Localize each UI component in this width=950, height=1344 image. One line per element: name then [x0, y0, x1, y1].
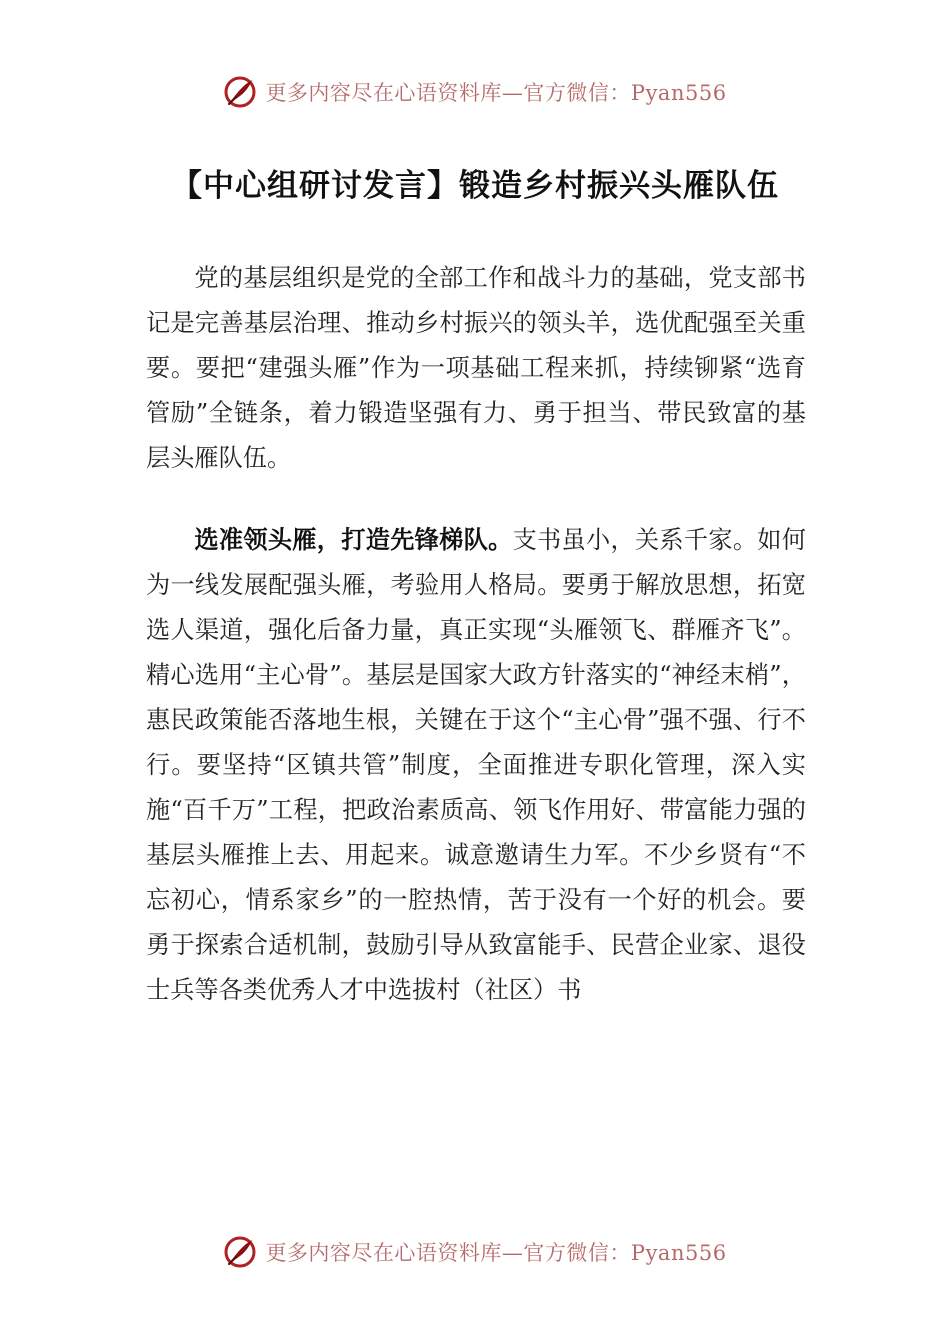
header-banner-text: 更多内容尽在心语资料库—官方微信：Pyan556 — [265, 81, 727, 105]
paragraph — [146, 256, 806, 481]
quill-logo-icon — [223, 75, 257, 109]
header-banner — [0, 72, 950, 112]
paragraph — [146, 518, 806, 1013]
paragraph-body: 支书虽小，关系千家。如何为一线发展配强头雁，考验用人格局。要勇于解放思想，拓宽选人渠道，强化后备力量，真正实现“头雁领飞、群雁齐飞”。精心选用“主心骨”。基层是国家大政方针落实的“神经末梢”，惠民政策能否落地生根，关键在于这个“主心骨”强不强、行不行。要坚持“区镇共管”制度，全面推进专职化管理，深入实施“百千万”工程，把政治素质高、领飞作用好、带富能力强的基层头雁推上去、用起来。诚意邀请生力军。不少乡贤有“不忘初心，情系家乡”的一腔热情，苦于没有一个好的机会。要勇于探索合适机制，鼓励引导从致富能手、民营企业家、退役士兵等各类优秀人才中选拔村（社区）书 — [146, 526, 806, 1004]
header-banner-content — [223, 75, 726, 109]
footer-banner — [0, 1232, 950, 1272]
quill-logo-icon — [223, 1235, 257, 1269]
footer-banner-content — [223, 1235, 726, 1269]
paragraph-lead: 选准领头雁，打造先锋梯队。 — [194, 526, 513, 554]
paragraph-body: 党的基层组织是党的全部工作和战斗力的基础，党支部书记是完善基层治理、推动乡村振兴的领头羊，选优配强至关重要。要把“建强头雁”作为一项基础工程来抓，持续铆紧“选育管励”全链条，着力锻造坚强有力、勇于担当、带民致富的基层头雁队伍。 — [146, 264, 806, 472]
footer-banner-text: 更多内容尽在心语资料库—官方微信：Pyan556 — [265, 1241, 727, 1265]
document-title: 【中心组研讨发言】锻造乡村振兴头雁队伍 — [171, 168, 779, 204]
